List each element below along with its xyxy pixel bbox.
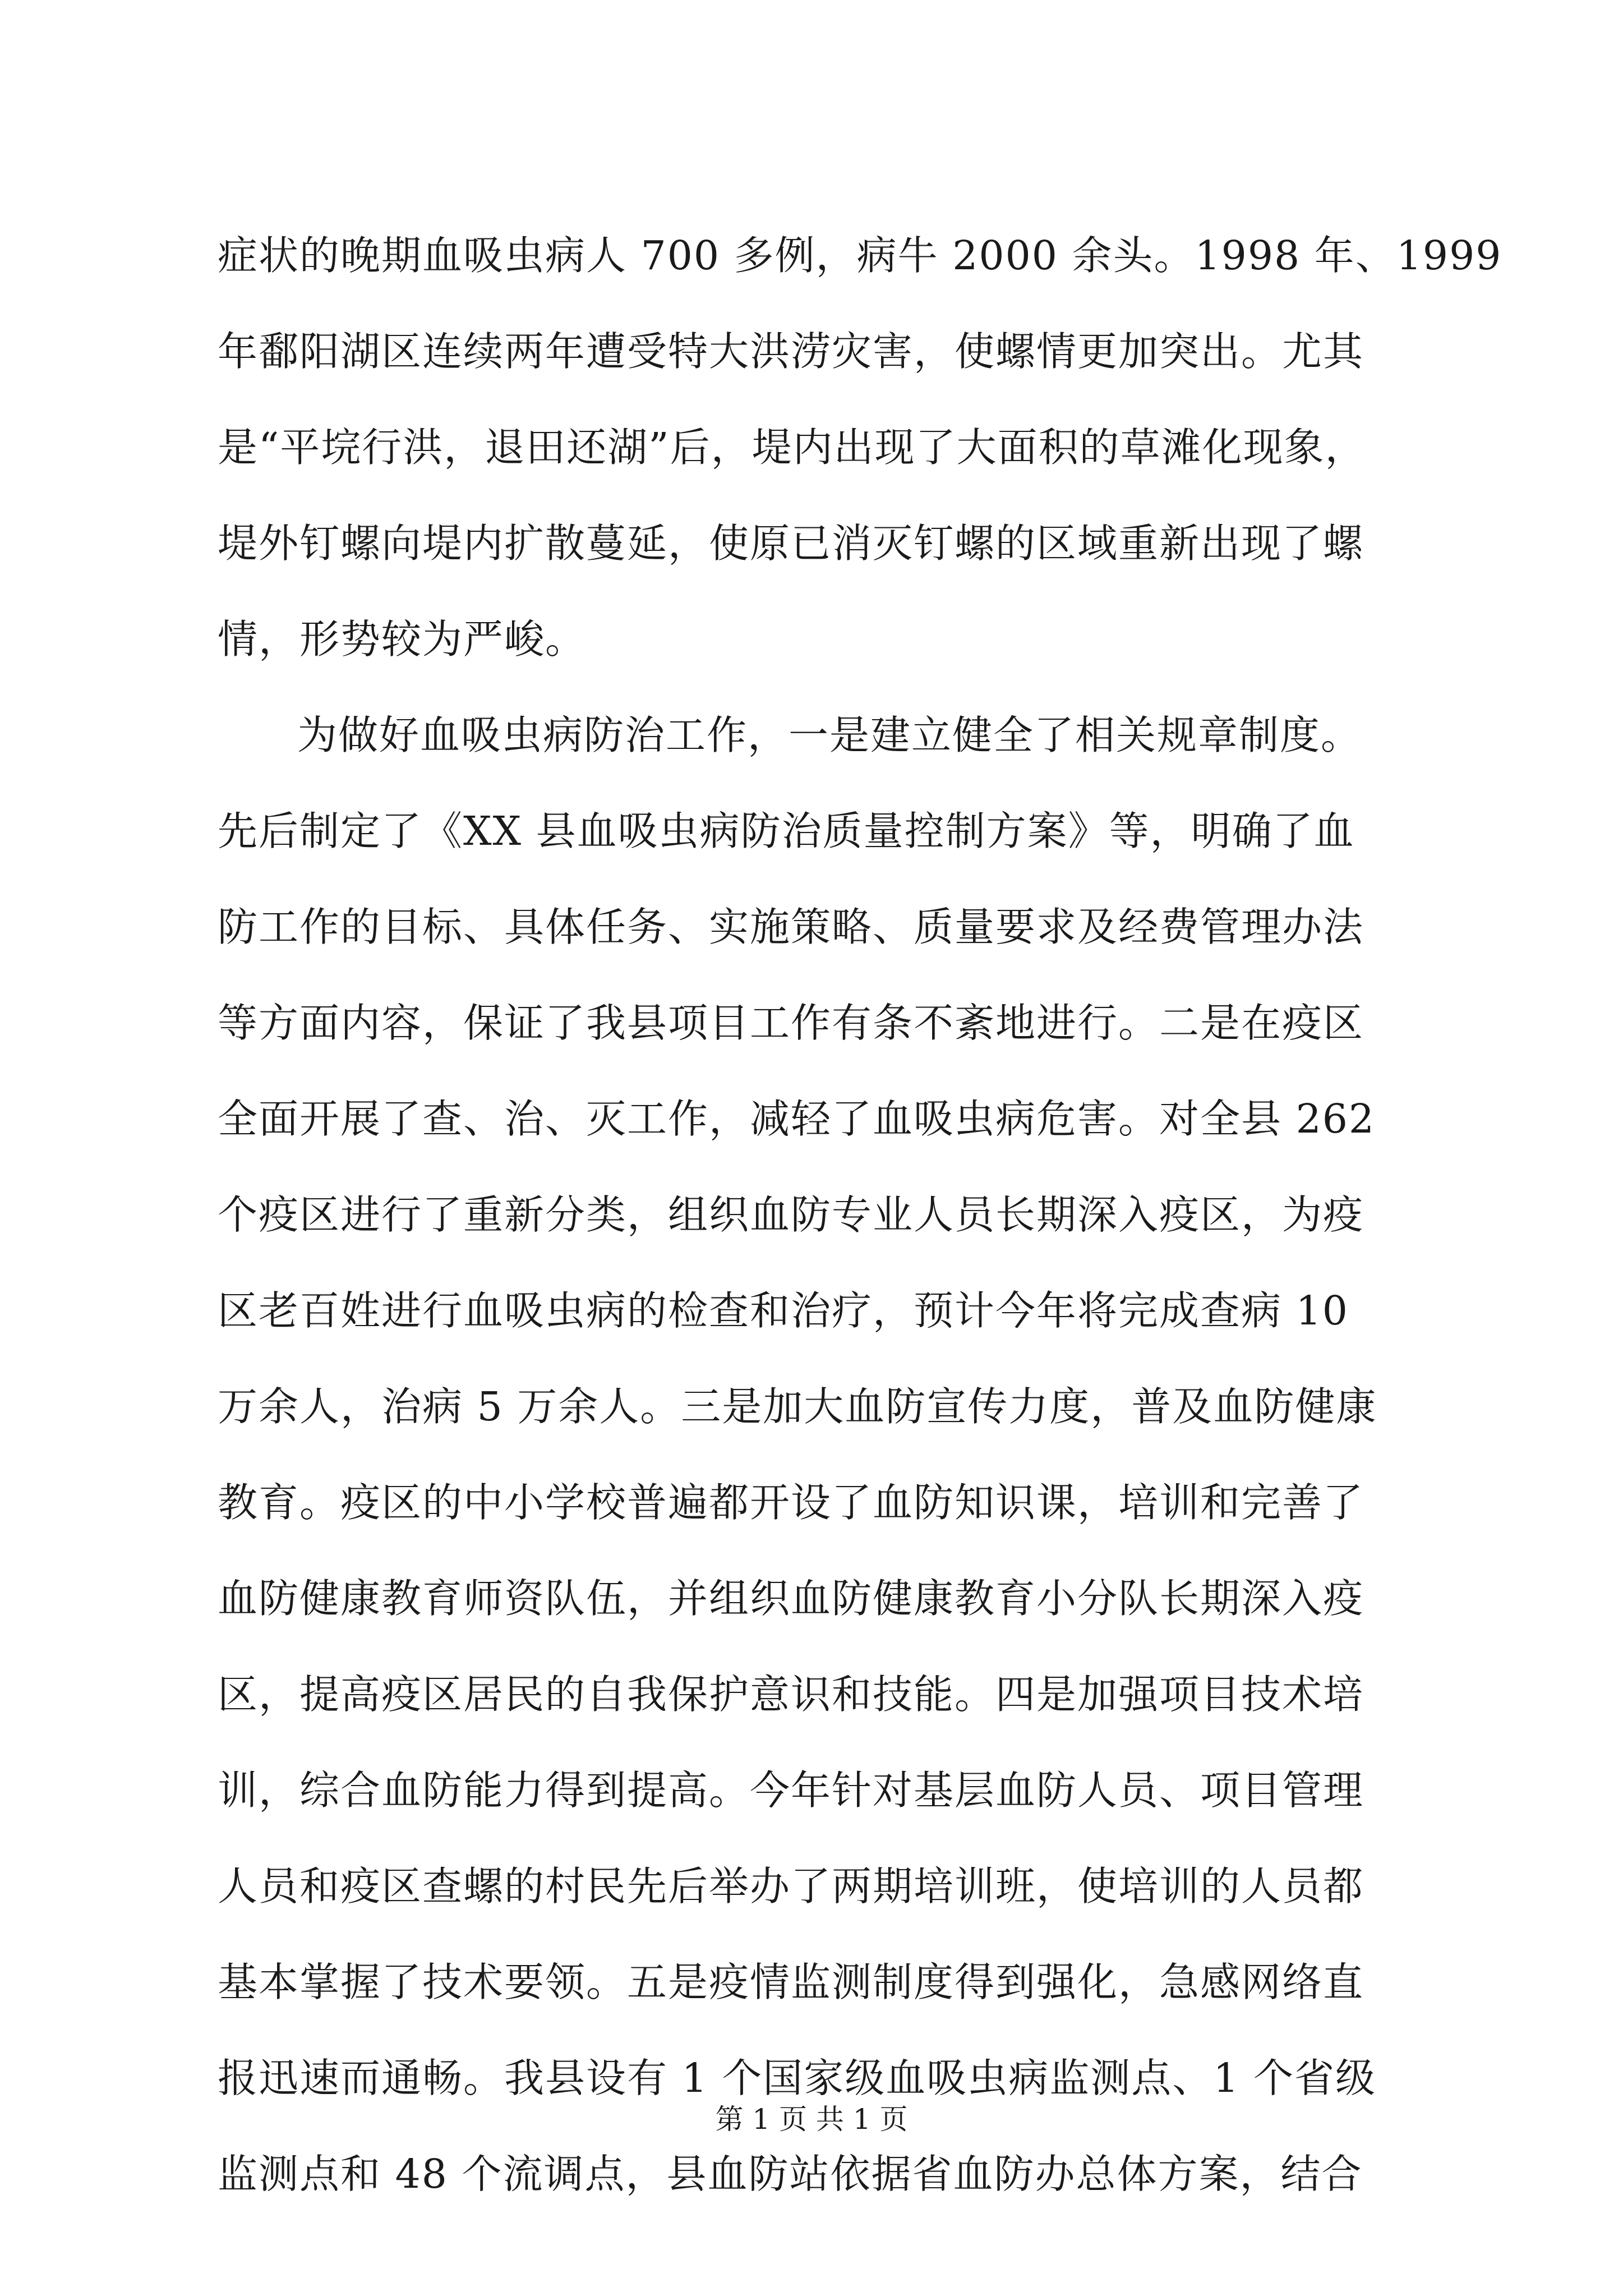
text-line: 个疫区进行了重新分类，组织血防专业人员长期深入疫区，为疫 xyxy=(218,1191,1364,1238)
text-line: 区，提高疫区居民的自我保护意识和技能。四是加强项目技术培 xyxy=(218,1671,1364,1718)
text-line: 报迅速而通畅。我县设有 1 个国家级血吸虫病监测点、1 个省级 xyxy=(218,2055,1377,2101)
text-line: 万余人，治病 5 万余人。三是加大血防宣传力度，普及血防健康 xyxy=(218,1383,1377,1430)
text-line: 训，综合血防能力得到提高。今年针对基层血防人员、项目管理 xyxy=(218,1767,1364,1814)
text-line: 情，形势较为严峻。 xyxy=(218,616,587,662)
text-line: 等方面内容，保证了我县项目工作有条不紊地进行。二是在疫区 xyxy=(218,1000,1364,1046)
text-line: 全面开展了查、治、灭工作，减轻了血吸虫病危害。对全县 262 xyxy=(218,1096,1376,1142)
text-line: 教育。疫区的中小学校普遍都开设了血防知识课，培训和完善了 xyxy=(218,1479,1364,1526)
text-line: 防工作的目标、具体任务、实施策略、质量要求及经费管理办法 xyxy=(218,904,1364,950)
text-line: 监测点和 48 个流调点，县血防站依据省血防办总体方案，结合 xyxy=(218,2151,1363,2197)
text-line: 是“平垸行洪，退田还湖”后，堤内出现了大面积的草滩化现象， xyxy=(218,424,1366,471)
text-line: 年鄱阳湖区连续两年遭受特大洪涝灾害，使螺情更加突出。尤其 xyxy=(218,328,1364,375)
text-line: 区老百姓进行血吸虫病的检查和治疗，预计今年将完成查病 10 xyxy=(218,1287,1349,1334)
body-text xyxy=(218,208,1502,2222)
text-line: 堤外钉螺向堤内扩散蔓延，使原已消灭钉螺的区域重新出现了螺 xyxy=(218,520,1364,567)
page-footer: 第 1 页 共 1 页 xyxy=(715,2103,908,2136)
text-line: 先后制定了《XX 县血吸虫病防治质量控制方案》等，明确了血 xyxy=(218,808,1355,854)
text-line: 人员和疫区查螺的村民先后举办了两期培训班，使培训的人员都 xyxy=(218,1863,1364,1910)
text-line: 基本掌握了技术要领。五是疫情监测制度得到强化，急感网络直 xyxy=(218,1959,1364,2005)
paragraph-first-line: 为做好血吸虫病防治工作，一是建立健全了相关规章制度。 xyxy=(297,712,1362,758)
text-line: 症状的晚期血吸虫病人 700 多例，病牛 2000 余头。1998 年、1999 xyxy=(218,232,1502,279)
text-line: 血防健康教育师资队伍，并组织血防健康教育小分队长期深入疫 xyxy=(218,1575,1364,1622)
